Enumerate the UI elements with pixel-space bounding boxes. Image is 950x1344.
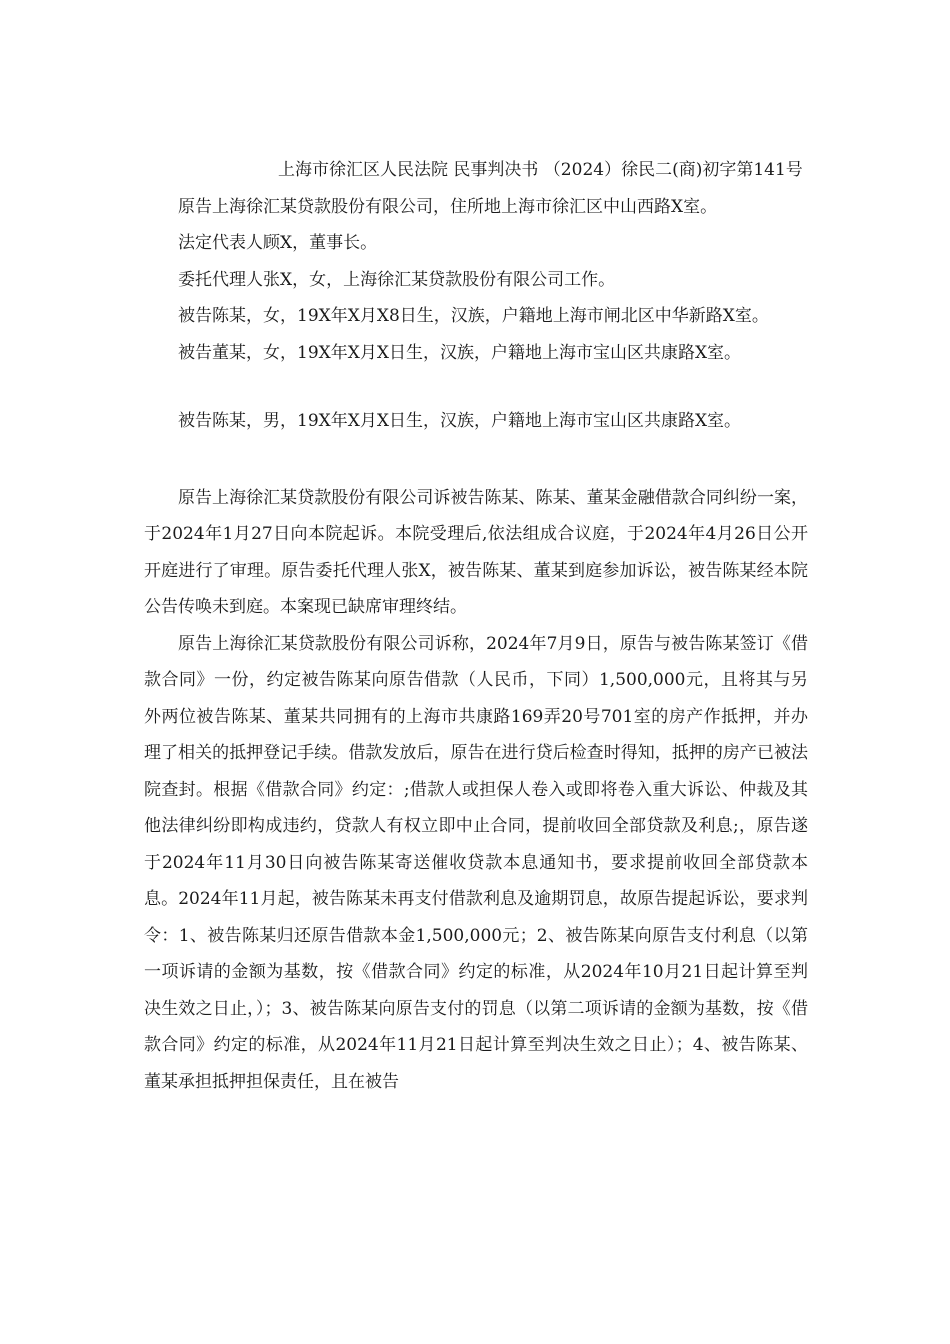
defendant-paragraph-3: 被告陈某，男，19X年X月X日生，汉族，户籍地上海市宝山区共康路X室。 (178, 411, 742, 431)
defendant-paragraph-2: 被告董某，女，19X年X月X日生，汉族，户籍地上海市宝山区共康路X室。 (178, 342, 742, 363)
defendant-paragraph-1: 被告陈某，女，19X年X月X8日生，汉族，户籍地上海市闸北区中华新路X室。 (178, 306, 769, 326)
legal-representative-paragraph: 法定代表人顾X，董事长。 (178, 233, 378, 253)
document-body (144, 152, 808, 1100)
document-title: 上海市徐汇区人民法院 民事判决书 （2024）徐民二(商)初字第141号 (278, 160, 803, 180)
case-intro-paragraph: 原告上海徐汇某贷款股份有限公司诉被告陈某、陈某、董某金融借款合同纠纷一案，于2024年1月27日向本院起诉。本院受理后,依法组成合议庭，于2024年4月26日公开开庭进行了审理。原告委托代理人张X，被告陈某、董某到庭参加诉讼，被告陈某经本院公告传唤未到庭。本案现已缺席审理终结。 (144, 487, 808, 617)
agent-paragraph: 委托代理人张X，女，上海徐汇某贷款股份有限公司工作。 (178, 269, 616, 290)
plaintiff-paragraph: 原告上海徐汇某贷款股份有限公司，住所地上海市徐汇区中山西路X室。 (178, 196, 718, 217)
claim-paragraph: 原告上海徐汇某贷款股份有限公司诉称，2024年7月9日，原告与被告陈某签订《借款合同》一份，约定被告陈某向原告借款（人民币，下同）1,500,000元，且将其与另外两位被告陈某、董某共同拥有的上海市共康路169弄20号701室的房产作抵押，并办理了相关的抵押登记手续。借款发放后，原告在进行贷后检查时得知，抵押的房产已被法院查封。根据《借款合同》约定：;借款人或担保人卷入或即将卷入重大诉讼、仲裁及其他法律纠纷即构成违约，贷款人有权立即中止合同，提前收回全部贷款及利息;，原告遂于2024年11月30日向被告陈某寄送催收贷款本息通知书，要求提前收回全部贷款本息。2024年11月起，被告陈某未再支付借款利息及逾期罚息，故原告提起诉讼，要求判令：1、被告陈某归还原告借款本金1,500,000元；2、被告陈某向原告支付利息（以第一项诉请的金额为基数，按《借款合同》约定的标准，从2024年10月21日起计算至判决生效之日止，）；3、被告陈某向原告支付的罚息（以第二项诉请的金额为基数，按《借款合同》约定的标准，从2024年11月21日起计算至判决生效之日止）；4、被告陈某、董某承担抵押担保责任，且在被告 (144, 633, 808, 1092)
